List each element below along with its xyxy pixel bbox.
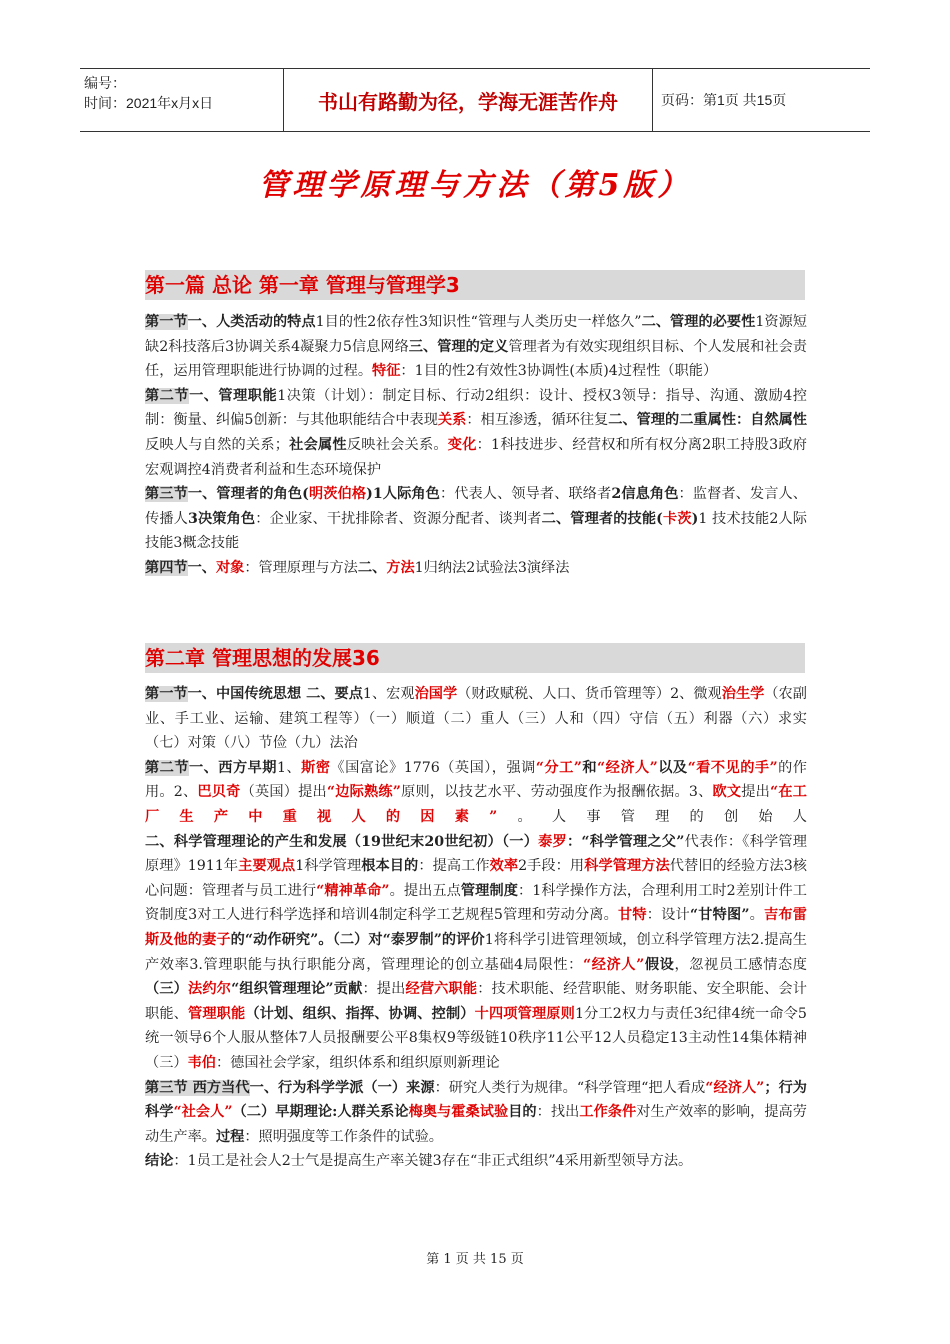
section-topic: 二、管理的二重属性：自然属性: [608, 412, 807, 429]
section-topic: 3决策角色: [187, 510, 256, 527]
key-term: 对象: [215, 559, 245, 576]
section-topic: 和: [581, 759, 598, 776]
section-text: ：技术职能、经营职能、财务职能、安全职能、会计职能、: [145, 981, 807, 1022]
section-text: 代替旧的经验方法3核心问题：管理者与员工进行: [145, 858, 807, 899]
section-topic: 假设: [644, 956, 675, 973]
page-footer: 第 1 页 共 15 页: [426, 1252, 524, 1267]
key-term: 方法: [386, 559, 415, 576]
part1-heading: 第一篇 总论 第一章 管理与管理学3: [145, 270, 805, 300]
section-text: ：1科学操作方法，合理利用工时2差别计件工资制度3对工人进行科学选择和培训4制定科学工艺规程5管理和劳动分离。: [145, 882, 807, 924]
section-text: 1、宏观: [362, 686, 415, 702]
chapter1-body: [145, 310, 807, 581]
key-term: 卡茨: [662, 510, 692, 527]
section-text: （英国）提出: [240, 784, 327, 801]
section-label: 第三节 西方当代: [145, 1079, 250, 1096]
key-term: 泰罗: [538, 833, 567, 850]
section-topic: 一、: [187, 559, 216, 576]
section-topic: 以及: [657, 759, 688, 776]
section-text: ：提出: [362, 981, 406, 998]
section-text: 1、: [276, 759, 302, 776]
section-label: 第一节: [145, 686, 188, 702]
section-text: 1分工2权力与责任3纪律4统一命令5统一领导6个人服从整体7人员报酬要公平8集权9等级链10秩序11公平12人员稳定13主动性14集体精神（三）: [145, 1005, 807, 1071]
section-text: ：监督者、发言人、传播人: [145, 486, 807, 527]
section-text: 2手段：用: [518, 858, 585, 875]
key-term: 管理职能: [188, 1005, 246, 1022]
header-motto: 书山有路勤为径，学海无涯苦作舟: [284, 69, 653, 131]
key-term: 治国学: [414, 686, 458, 702]
key-term: 韦伯: [187, 1054, 216, 1071]
section-text: 原则，以技艺水平、劳动强度作为报酬依据。3、: [400, 784, 713, 801]
section-text: 1资源短缺2科技落后3协调关系4凝聚力5信息网络: [145, 314, 807, 355]
key-term: 十四项管理原则: [474, 1005, 575, 1022]
section-text: 1 技术技能2人际技能3概念技能: [145, 510, 807, 552]
key-term: 工作条件: [579, 1104, 637, 1121]
section-topic: 一、西方早期: [188, 759, 277, 776]
section-label: 第二节: [145, 759, 189, 776]
section-topic: （三）: [145, 981, 189, 998]
key-term: “分工”: [535, 759, 582, 776]
section-topic: 一、中国传统思想 二、要点: [187, 686, 363, 702]
key-term: 经营六职能: [405, 981, 478, 998]
key-term: 斯密: [301, 759, 331, 776]
section-text: ：相互渗透，循环往复: [466, 412, 609, 429]
section-topic: ：“科学管理之父”: [566, 833, 685, 850]
key-term: 主要观点: [238, 858, 296, 875]
section-text: ：1目的性2有效性3协调性(本质)4过程性（职能）: [400, 363, 718, 380]
section-topic: 贡献: [333, 981, 363, 998]
section-topic: 一、管理者的角色(: [187, 486, 309, 503]
key-term: 法约尔: [188, 981, 232, 998]
section-text: 反映人与自然的关系；: [145, 436, 289, 453]
key-term: 变化: [447, 436, 477, 453]
section-text: ：德国社会学家，组织体系和组织原则新理论: [215, 1054, 500, 1071]
section-text: ：1员工是社会人2士气是提高生产率关键3存在“非正式组织”4采用新型领导方法。: [173, 1153, 693, 1170]
key-term: “社会人”: [173, 1104, 233, 1121]
chapter2-heading: 第二章 管理思想的发展36: [145, 643, 805, 673]
section-topic: 二、管理者的技能(: [541, 510, 663, 527]
key-term: 吉布雷斯及他的妻子: [145, 907, 807, 948]
section-text: 1归纳法2试验法3演绎法: [414, 559, 570, 576]
section-topic: 一、人类活动的特点: [187, 314, 316, 330]
section-topic: 结论: [145, 1153, 174, 1170]
section-text: ：代表人、领导者、联络者: [439, 486, 612, 503]
section-topic: 目的: [508, 1104, 537, 1121]
section-topic: “组织管理理论”: [231, 981, 334, 998]
key-term: “精神革命”: [316, 882, 390, 899]
section-topic: 过程: [215, 1128, 245, 1145]
key-term: “边际熟练”: [326, 784, 401, 801]
section-text: （农副业、手工业、运输、建筑工程等）（一）顺道（二）重人（三）人和（四）守信（五）利器（六）求实（七）对策（八）节俭（九）法治: [145, 686, 807, 752]
section-topic: 一、管理职能: [189, 387, 278, 404]
section-topic: “甘特图”: [689, 907, 750, 924]
key-term: 梅奥与霍桑试验: [408, 1104, 509, 1121]
key-term: “经济人”: [582, 956, 645, 973]
key-term: “看不见的手”: [687, 759, 778, 776]
key-term: 欧文: [712, 784, 742, 801]
section-topic: 二、科学管理理论的产生和发展（19世纪末20世纪初）（一）: [145, 833, 539, 850]
key-term: 特征: [372, 363, 401, 380]
section-text: ：找出: [536, 1104, 580, 1121]
section-label: 第一节: [145, 314, 188, 330]
section-topic: 根本目的: [361, 858, 419, 875]
section-text: 《国富论》1776（英国），强调: [330, 759, 536, 776]
section-label: 第四节: [145, 559, 188, 576]
section-label: 第二节: [145, 387, 190, 404]
section-text: ：企业家、干扰排除者、资源分配者、谈判者: [255, 510, 542, 527]
section-topic: 社会属性: [288, 436, 347, 453]
key-term: 明茨伯格: [308, 486, 367, 503]
section-text: 。人事管理的创始人: [497, 808, 807, 825]
section-text: 1目的性2依存性3知识性“管理与人类历史一样悠久”: [315, 314, 642, 330]
section-text: 管理者为有效实现组织目标、个人发展和社会责任，运用管理职能进行协调的过程。: [145, 338, 807, 380]
section-text: 1科学管理: [295, 858, 362, 875]
key-term: 关系: [437, 412, 467, 429]
header-date: 时间：2021年x月x日: [84, 95, 214, 111]
section-topic: 管理制度: [460, 882, 518, 899]
section-text: 1将科学引进管理领域，创立科学管理方法2.提高生产效率3.管理职能与执行职能分离，管理理论的创立基础4局限性：: [145, 931, 807, 973]
section-topic: ): [691, 510, 699, 527]
header-meta: [80, 69, 284, 131]
header-code: 编号：: [84, 75, 126, 91]
section-topic: 的“动作研究”。（二）对“泰罗制”的评价: [230, 931, 485, 948]
section-topic: 2信息角色: [611, 486, 679, 503]
section-topic: )1人际角色: [366, 486, 440, 503]
header-page-info: 页码：第1页 共15页: [661, 92, 787, 108]
section-topic: 一、行为科学学派（一）来源: [249, 1079, 435, 1096]
section-text: ：研究人类行为规律。“科学管理“把人看成: [434, 1079, 706, 1096]
section-text: （财政赋税、人口、货币管理等）2、微观: [457, 686, 722, 702]
key-term: “经济人”: [705, 1079, 765, 1096]
section-text: 。: [749, 907, 765, 924]
section-text: ：照明强度等工作条件的试验。: [244, 1128, 443, 1145]
section-topic: 二、管理的必要性: [641, 314, 756, 330]
section-text: ，忽视员工感情态度: [674, 956, 807, 973]
page-header: [80, 68, 870, 132]
document-title: 管理学原理与方法（第5版）: [258, 168, 692, 203]
section-topic: （计划、组织、指挥、协调、控制）: [245, 1005, 475, 1022]
key-term: “在工厂生产中重视人的因素”: [145, 784, 807, 825]
section-label: 第三节: [145, 486, 188, 503]
key-term: 效率: [489, 858, 519, 875]
section-text: 反映社会关系。: [346, 436, 448, 453]
section-topic: 三、管理的定义: [408, 338, 509, 355]
section-text: 提出: [741, 784, 771, 801]
chapter2-body: [145, 682, 807, 1174]
section-text: ：设计: [646, 907, 690, 924]
section-text: 对生产效率的影响，提高劳动生产率。: [145, 1104, 807, 1145]
section-text: 的作用。2、: [145, 759, 807, 801]
section-topic: 二、: [357, 559, 387, 576]
section-text: ：提高工作: [418, 858, 490, 875]
section-text: ：1科技进步、经营权和所有权分离2职工持股3政府宏观调控4消费者利益和生态环境保护: [145, 436, 807, 478]
key-term: 治生学: [721, 686, 765, 702]
key-term: 科学管理方法: [584, 858, 670, 875]
section-text: ：管理原理与方法: [244, 559, 358, 576]
key-term: “经济人”: [597, 759, 658, 776]
section-text: 。提出五点: [389, 882, 461, 899]
section-text: 1决策（计划）：制定目标、行动2组织：设计、授权3领导：指导、沟通、激励4控制：衡量、纠偏5创新：与其他职能结合中表现: [145, 387, 807, 429]
key-term: 甘特: [618, 907, 647, 924]
section-text: 代表作：《科学管理原理》1911年: [145, 833, 807, 875]
key-term: 巴贝奇: [197, 784, 241, 801]
section-topic: ；行为科学: [145, 1079, 807, 1121]
section-topic: （二）早期理论:人群关系论: [232, 1104, 409, 1121]
